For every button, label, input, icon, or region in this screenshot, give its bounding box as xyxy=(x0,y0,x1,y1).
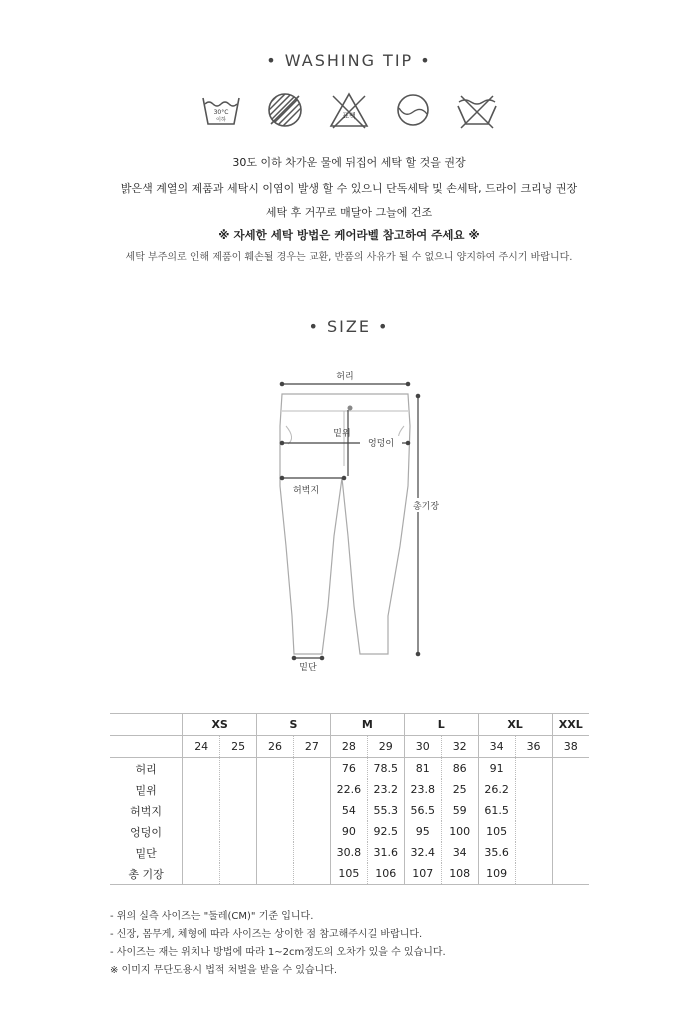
measurement-cell xyxy=(515,821,552,842)
measurement-cell xyxy=(220,842,257,863)
measurement-cell: 26.2 xyxy=(478,779,515,800)
size-cell: 24 xyxy=(183,736,220,758)
hem-label: 밑단 xyxy=(299,663,317,673)
size-cell: 26 xyxy=(257,736,294,758)
measurement-cell: 35.6 xyxy=(478,842,515,863)
size-cell: 38 xyxy=(552,736,589,758)
measurement-cell: 78.5 xyxy=(367,758,404,780)
row-label: 허리 xyxy=(135,762,157,776)
hip-label: 엉덩이 xyxy=(367,439,395,449)
measurement-cell: 108 xyxy=(441,863,478,885)
measurement-cell: 32.4 xyxy=(404,842,441,863)
measurement-cell xyxy=(293,863,330,885)
row-label: 밑단 xyxy=(135,846,157,860)
measurement-cell: 22.6 xyxy=(330,779,367,800)
measurement-cell xyxy=(552,758,589,780)
note-3: - 사이즈는 재는 위치나 방법에 따라 1~2cm정도의 오차가 있을 수 있습니다. xyxy=(110,947,446,958)
size-cell: 25 xyxy=(220,736,257,758)
measurement-cell xyxy=(293,842,330,863)
measurement-cell xyxy=(183,863,220,885)
measurement-cell: 56.5 xyxy=(404,800,441,821)
row-label: 밑위 xyxy=(135,783,157,797)
size-cell: 32 xyxy=(441,736,478,758)
measurement-cell xyxy=(293,800,330,821)
button-dot xyxy=(348,406,353,411)
rise-label: 밑위 xyxy=(333,429,351,439)
wash-line-3: 세탁 후 거꾸로 매달아 그늘에 건조 xyxy=(265,206,433,219)
no-dryclean-icon xyxy=(455,88,499,132)
wash-line-2: 밝은색 계열의 제품과 세탁시 이염이 발생 할 수 있으니 단독세탁 및 손세탁, 드라이 크리닝 권장 xyxy=(120,182,578,195)
measurement-cell xyxy=(220,758,257,780)
size-notes xyxy=(110,908,446,980)
note-2: - 신장, 몸무게, 체형에 따라 사이즈는 상이한 점 참고해주시길 바랍니다. xyxy=(110,929,423,940)
measurement-cell xyxy=(257,758,294,780)
measurement-cell: 105 xyxy=(330,863,367,885)
thigh-label: 허벅지 xyxy=(292,486,320,496)
measurement-cell xyxy=(552,800,589,821)
measurement-cell: 90 xyxy=(330,821,367,842)
size-cell: 29 xyxy=(367,736,404,758)
measurement-cell xyxy=(552,842,589,863)
measurement-cell: 23.2 xyxy=(367,779,404,800)
group-xxl: XXL xyxy=(552,714,589,736)
note-1: - 위의 실측 사이즈는 "둘레(CM)" 기준 입니다. xyxy=(110,911,314,922)
size-cell: 34 xyxy=(478,736,515,758)
care-label-notice: ※ 자세한 세탁 방법은 케어라벨 참고하여 주세요 ※ xyxy=(218,228,480,242)
measurement-cell xyxy=(183,800,220,821)
measurement-cell: 76 xyxy=(330,758,367,780)
wash-disclaimer: 세탁 부주의로 인해 제품이 훼손될 경우는 교환, 반품의 사유가 될 수 없으니 양지하여 주시기 바랍니다. xyxy=(125,252,573,263)
wash-30-icon xyxy=(199,88,243,132)
measurement-cell xyxy=(293,779,330,800)
measurement-cell: 54 xyxy=(330,800,367,821)
table-row xyxy=(110,800,589,821)
waist-label: 허리 xyxy=(336,372,354,382)
measurement-cell: 107 xyxy=(404,863,441,885)
measurement-cell: 91 xyxy=(478,758,515,780)
measurement-cell xyxy=(515,758,552,780)
size-cell: 28 xyxy=(330,736,367,758)
table-row xyxy=(110,842,589,863)
size-cell: 36 xyxy=(515,736,552,758)
measurement-cell xyxy=(257,800,294,821)
measurement-cell: 86 xyxy=(441,758,478,780)
measurement-cell xyxy=(515,800,552,821)
measurement-cell xyxy=(293,821,330,842)
measurement-cell xyxy=(220,863,257,885)
measurement-cell: 34 xyxy=(441,842,478,863)
measurement-cell: 106 xyxy=(367,863,404,885)
line-dry-icon xyxy=(391,88,435,132)
bleach-text: 표백 xyxy=(342,112,356,120)
care-icons xyxy=(0,88,698,132)
measurement-cell: 61.5 xyxy=(478,800,515,821)
size-number-row xyxy=(110,736,589,758)
measurement-cell: 95 xyxy=(404,821,441,842)
group-m: M xyxy=(330,714,404,736)
measurement-cell: 92.5 xyxy=(367,821,404,842)
measurement-cell xyxy=(183,779,220,800)
measurement-cell xyxy=(220,821,257,842)
measurement-cell xyxy=(257,821,294,842)
measurement-cell xyxy=(515,779,552,800)
measurement-cell xyxy=(257,779,294,800)
measurement-cell: 23.8 xyxy=(404,779,441,800)
measurement-cell: 105 xyxy=(478,821,515,842)
measurement-cell xyxy=(257,842,294,863)
pants-diagram xyxy=(272,366,452,676)
measurement-cell xyxy=(257,863,294,885)
row-label: 엉덩이 xyxy=(130,825,163,839)
measurement-cell xyxy=(183,758,220,780)
measurement-cell xyxy=(183,842,220,863)
length-label: 총기장 xyxy=(412,502,440,512)
measurement-cell xyxy=(552,821,589,842)
measurement-cell: 31.6 xyxy=(367,842,404,863)
no-tumble-dry-icon xyxy=(263,88,307,132)
table-row xyxy=(110,863,589,885)
measurement-cell: 30.8 xyxy=(330,842,367,863)
group-xl: XL xyxy=(478,714,552,736)
measurement-cell xyxy=(515,863,552,885)
measurement-cell xyxy=(515,842,552,863)
measurement-cell xyxy=(552,779,589,800)
measurement-cell xyxy=(552,863,589,885)
washing-tip-title: • WASHING TIP • xyxy=(266,51,432,70)
group-s: S xyxy=(257,714,331,736)
measurement-cell: 109 xyxy=(478,863,515,885)
measurement-cell: 55.3 xyxy=(367,800,404,821)
wash-line-1: 30도 이하 차가운 물에 뒤집어 세탁 할 것을 권장 xyxy=(232,156,466,169)
measurement-cell: 59 xyxy=(441,800,478,821)
row-label: 허벅지 xyxy=(130,804,163,818)
wash-temp-sub-text: 이하 xyxy=(216,117,226,123)
table-row xyxy=(110,758,589,780)
row-label: 총 기장 xyxy=(128,867,164,881)
no-bleach-icon xyxy=(327,88,371,132)
note-4: ※ 이미지 무단도용시 법적 처벌을 받을 수 있습니다. xyxy=(110,965,338,976)
size-title: • SIZE • xyxy=(308,317,390,336)
size-cell: 27 xyxy=(293,736,330,758)
measurement-cell xyxy=(293,758,330,780)
table-row xyxy=(110,779,589,800)
wash-temp-text: 30°C xyxy=(213,109,229,116)
group-l: L xyxy=(404,714,478,736)
size-cell: 30 xyxy=(404,736,441,758)
measurement-cell: 100 xyxy=(441,821,478,842)
measurement-cell: 81 xyxy=(404,758,441,780)
measurement-cell xyxy=(220,779,257,800)
measurement-cell xyxy=(183,821,220,842)
measurement-cell: 25 xyxy=(441,779,478,800)
size-table xyxy=(110,713,589,885)
measurement-cell xyxy=(220,800,257,821)
table-row xyxy=(110,821,589,842)
group-xs: XS xyxy=(183,714,257,736)
measurement-rows xyxy=(110,758,589,885)
